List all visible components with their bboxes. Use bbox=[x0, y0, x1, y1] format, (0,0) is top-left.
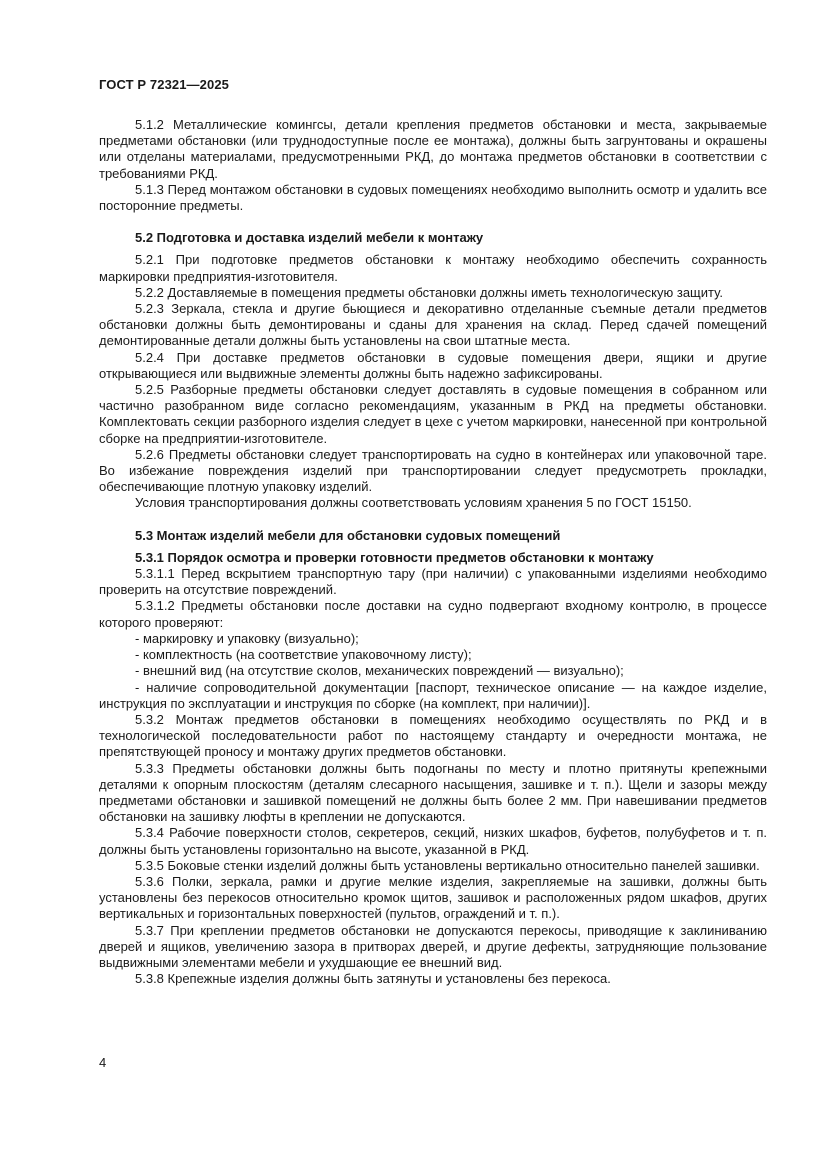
paragraph-5-3-1-2: 5.3.1.2 Предметы обстановки после доставки на судно подвергают входному контролю, в процессе которого проверяют: bbox=[99, 598, 767, 630]
section-heading-5-2: 5.2 Подготовка и доставка изделий мебели к монтажу bbox=[135, 230, 484, 246]
paragraph-5-3-2: 5.3.2 Монтаж предметов обстановки в помещениях необходимо осуществлять по РКД и в технологической последовательности работ по настоящему стандарту и очередности монтажа, не препятствующей проносу и монтажу других предметов обстановки. bbox=[99, 711, 767, 760]
list-item: - комплектность (на соответствие упаковочному листу); bbox=[135, 647, 472, 663]
paragraph-5-2-4: 5.2.4 При доставке предметов обстановки в судовые помещения двери, ящики и другие открывающиеся или выдвижные элементы должны быть надежно зафиксированы. bbox=[99, 349, 767, 381]
list-item: - маркировку и упаковку (визуально); bbox=[135, 630, 359, 646]
paragraph-5-3-4: 5.3.4 Рабочие поверхности столов, секретеров, секций, низких шкафов, буфетов, полубуфетов и т. п. должны быть установлены горизонтально на высоте, указанной в РКД. bbox=[99, 825, 767, 857]
paragraph-5-3-1-1: 5.3.1.1 Перед вскрытием транспортную тару (при наличии) с упакованными изделиями необходимо проверить на отсутствие повреждений. bbox=[99, 566, 767, 598]
paragraph-5-3-3: 5.3.3 Предметы обстановки должны быть подогнаны по месту и плотно притянуты крепежными деталями к опорным плоскостям (деталям слесарного насыщения, зашивке и т. п.). Щели и зазоры между предметами обстановки и зашивкой помещений не должны быть более 2 мм. При навешивании предметов обстановки на зашивку люфты в креплении не допускаются. bbox=[99, 760, 767, 825]
list-item: - наличие сопроводительной документации [паспорт, техническое описание — на каждое изделие, инструкция по эксплуатации и инструкция по сборке (на комплект, при наличии)]. bbox=[99, 679, 767, 711]
paragraph-5-2-3: 5.2.3 Зеркала, стекла и другие бьющиеся и декоративно отделанные съемные детали предметов обстановки должны быть демонтированы и сданы для хранения на склад. Перед сдачей помещений демонтированные детали должны быть установлены на свои штатные места. bbox=[99, 301, 767, 349]
paragraph-5-3-7: 5.3.7 При креплении предметов обстановки не допускаются перекосы, приводящие к заклиниванию дверей и ящиков, увеличению зазора в притворах дверей, и другие дефекты, затрудняющие пользование выдвижными элементами мебели и ухудшающие ее внешний вид. bbox=[99, 922, 767, 970]
subsection-heading-5-3-1: 5.3.1 Порядок осмотра и проверки готовности предметов обстановки к монтажу bbox=[135, 549, 654, 565]
page-number: 4 bbox=[99, 1055, 107, 1070]
section-heading-5-3: 5.3 Монтаж изделий мебели для обстановки судовых помещений bbox=[135, 527, 561, 543]
paragraph-5-2-6: 5.2.6 Предметы обстановки следует транспортировать на судно в контейнерах или упаковочной таре. Во избежание повреждения изделий при транспортировании следует предусмотреть прокладки, обеспечивающие плотную упаковку изделий. bbox=[99, 446, 767, 495]
paragraph-5-2-1: 5.2.1 При подготовке предметов обстановки к монтажу необходимо обеспечить сохранность маркировки предприятия-изготовителя. bbox=[99, 252, 767, 284]
paragraph-5-3-5: 5.3.5 Боковые стенки изделий должны быть установлены вертикально относительно панелей зашивки. bbox=[135, 857, 760, 873]
document-body bbox=[99, 117, 767, 987]
paragraph-5-2-6-conditions: Условия транспортирования должны соответствовать условиям хранения 5 по ГОСТ 15150. bbox=[135, 495, 692, 511]
paragraph-5-3-6: 5.3.6 Полки, зеркала, рамки и другие мелкие изделия, закрепляемые на зашивки, должны быть установлены без перекосов относительно кромок щитов, зашивок и расположенных рядом шкафов, других вертикальных и горизонтальных поверхностей (пультов, ограждений и т. п.). bbox=[99, 873, 767, 922]
paragraph-5-1-3: 5.1.3 Перед монтажом обстановки в судовых помещениях необходимо выполнить осмотр и удалить все посторонние предметы. bbox=[99, 181, 767, 214]
paragraph-5-2-5: 5.2.5 Разборные предметы обстановки следует доставлять в судовые помещения в собранном или частично разобранном виде согласно рекомендациям, указанным в РКД на предметы обстановки. Комплектовать секции разборного изделия следует в цехе с учетом маркировки, нанесенной при контрольной сборке на предприятии-изготовителе. bbox=[99, 382, 767, 446]
paragraph-5-1-2: 5.1.2 Металлические комингсы, детали крепления предметов обстановки и места, закрываемые предметами обстановки (или труднодоступные после ее монтажа), должны быть загрунтованы и окрашены или отделаны материалами, предусмотренными РКД, до монтажа предметов обстановки в соответствии с требованиями РКД. bbox=[99, 117, 767, 181]
list-item: - внешний вид (на отсутствие сколов, механических повреждений — визуально); bbox=[135, 663, 624, 679]
document-header: ГОСТ Р 72321—2025 bbox=[99, 77, 229, 92]
paragraph-5-3-8: 5.3.8 Крепежные изделия должны быть затянуты и установлены без перекоса. bbox=[135, 971, 611, 987]
paragraph-5-2-2: 5.2.2 Доставляемые в помещения предметы обстановки должны иметь технологическую защиту. bbox=[135, 284, 723, 300]
